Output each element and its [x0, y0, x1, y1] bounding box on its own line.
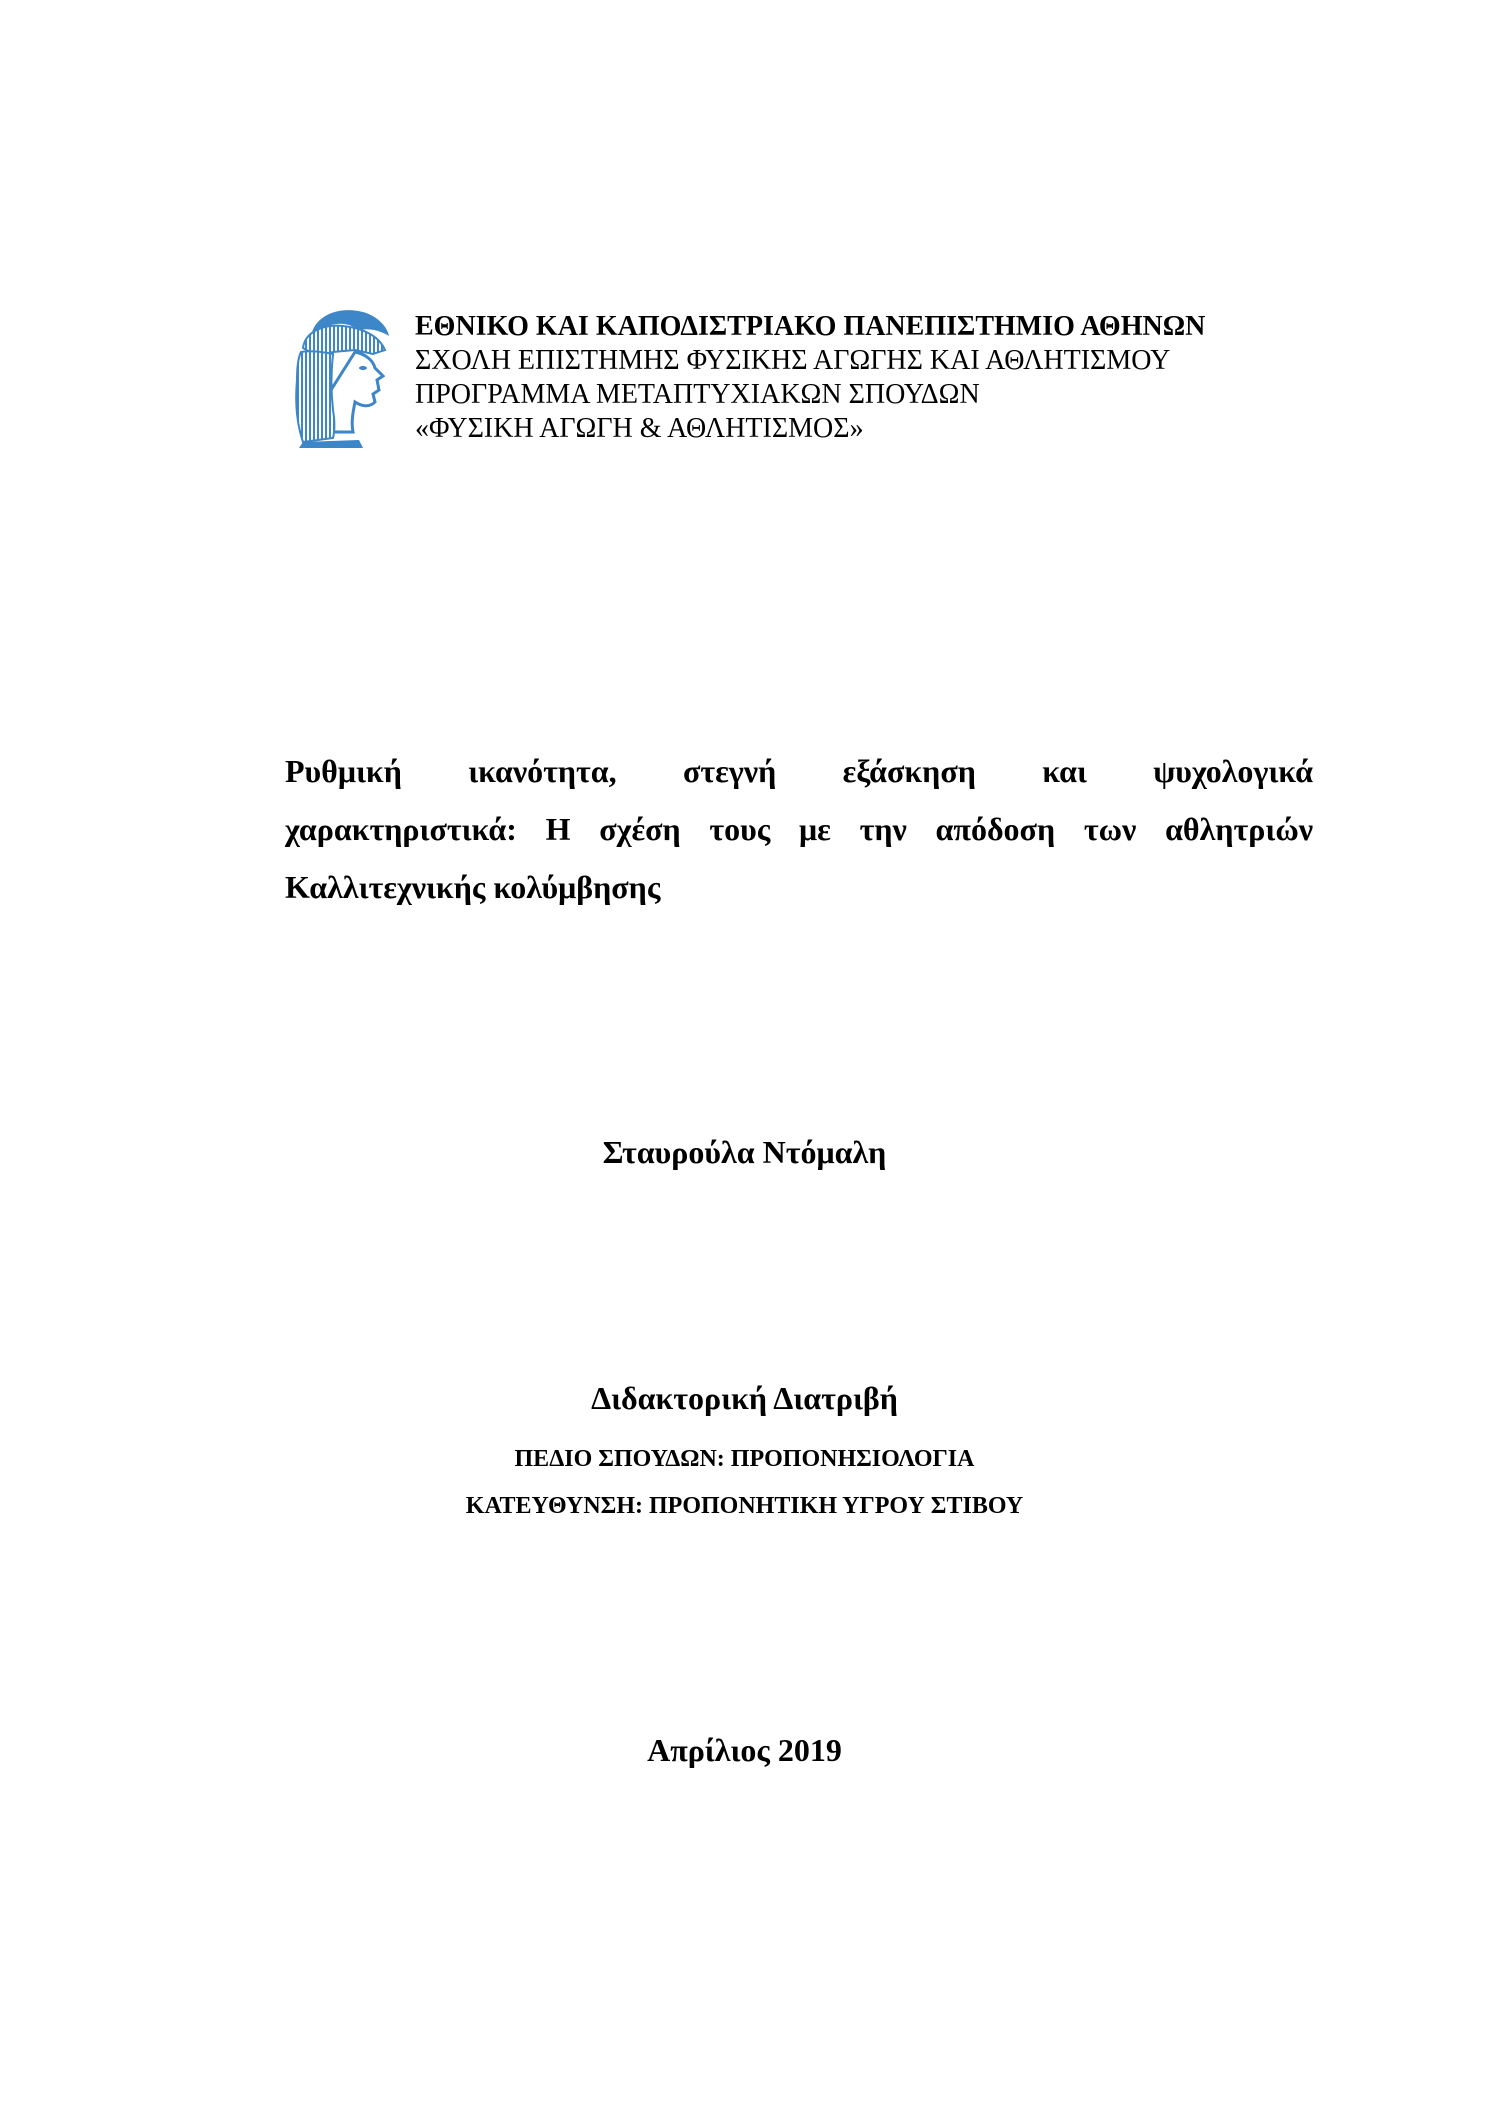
field-of-study: ΠΕΔΙΟ ΣΠΟΥΔΩΝ: ΠΡΟΠΟΝΗΣΙΟΛΟΓΙΑ [514, 1446, 975, 1472]
school-name: ΣΧΟΛΗ ΕΠΙΣΤΗΜΗΣ ΦΥΣΙΚΗΣ ΑΓΩΓΗΣ ΚΑΙ ΑΘΛΗΤΙΣΜΟΥ [415, 345, 1171, 376]
institution-text [415, 310, 1205, 446]
program-label: ΠΡΟΓΡΑΜΜΑ ΜΕΤΑΠΤΥΧΙΑΚΩΝ ΣΠΟΥΔΩΝ [415, 379, 980, 410]
program-name: «ΦΥΣΙΚΗ ΑΓΩΓΗ & ΑΘΛΗΤΙΣΜΟΣ» [415, 413, 864, 444]
institution-header [293, 306, 1293, 456]
author-name: Σταυρούλα Ντόμαλη [602, 1134, 887, 1170]
publication-date: Απρίλιος 2019 [647, 1732, 842, 1768]
university-name: ΕΘΝΙΚΟ ΚΑΙ ΚΑΠΟΔΙΣΤΡΙΑΚΟ ΠΑΝΕΠΙΣΤΗΜΙΟ ΑΘΗΝΩΝ [415, 311, 1206, 342]
title-line-2: χαρακτηριστικά: Η σχέση τους με την απόδοση των αθλητριών [285, 811, 1313, 847]
title-line-3: Καλλιτεχνικής κολύμβησης [285, 869, 661, 905]
title-line-1: Ρυθμική ικανότητα, στεγνή εξάσκηση και ψυχολογικά [285, 753, 1313, 789]
document-type: Διδακτορική Διατριβή [591, 1380, 898, 1416]
direction: ΚΑΤΕΥΘΥΝΣΗ: ΠΡΟΠΟΝΗΤΙΚΗ ΥΓΡΟΥ ΣΤΙΒΟΥ [465, 1493, 1024, 1519]
thesis-title [285, 742, 1313, 916]
athena-head-logo-icon [293, 306, 393, 448]
